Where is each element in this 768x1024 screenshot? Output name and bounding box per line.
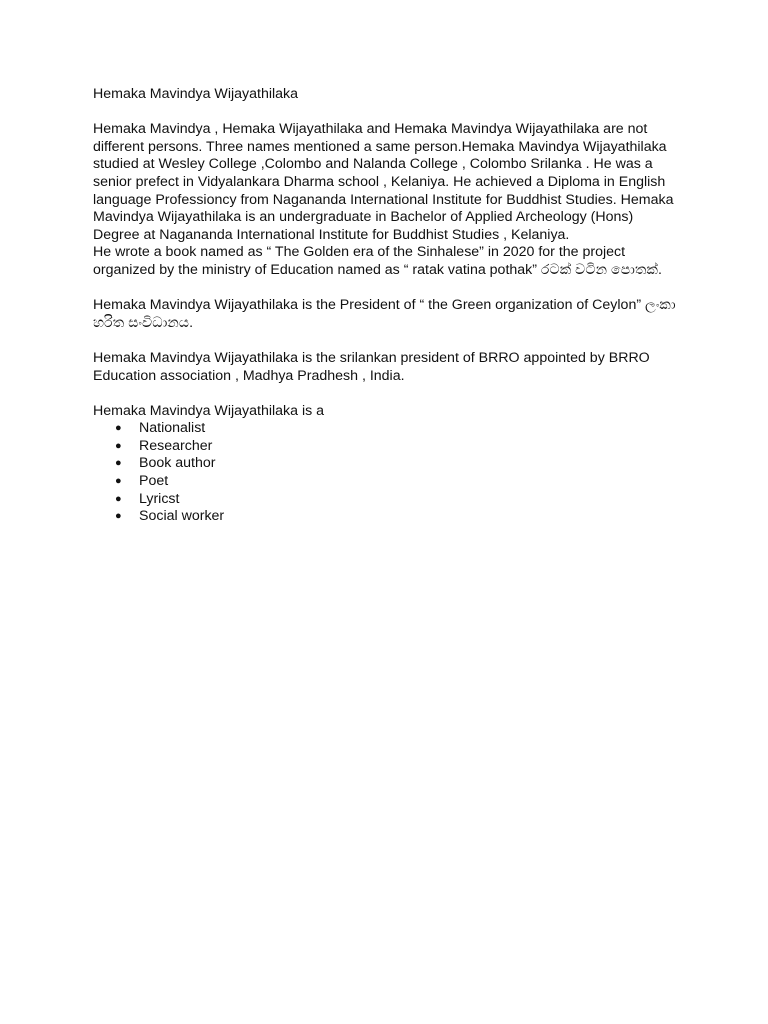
role-item	[93, 438, 683, 456]
role-label: Poet	[139, 473, 169, 490]
biography-paragraph: Hemaka Mavindya , Hemaka Wijayathilaka and Hemaka Mavindya Wijayathilaka are not different persons. Three names mentioned a same person.Hemaka Mavindya Wijayathilaka studied at Wesley College ,Colombo and Nalanda College , Colombo Srilanka . He was a senior prefect in Vidyalankara Dharma school , Kelaniya. He achieved a Diploma in English language Professioncy from Nagananda International Institute for Buddhist Studies. Hemaka Mavindya Wijayathilaka is an undergraduate in Bachelor of Applied Archeology (Hons) Degree at Nagananda International Institute for Buddhist Studies , Kelaniya.	[93, 121, 674, 243]
document-title: Hemaka Mavindya Wijayathilaka	[93, 86, 299, 102]
role-label: Social worker	[139, 508, 225, 525]
role-item	[93, 455, 683, 473]
role-item	[93, 473, 683, 491]
roles-intro: Hemaka Mavindya Wijayathilaka is a	[93, 402, 325, 419]
bullet-icon: ●	[115, 439, 122, 452]
bullet-icon: ●	[115, 492, 122, 505]
role-item	[93, 508, 683, 526]
bullet-icon: ●	[115, 510, 122, 523]
brro-president-paragraph: Hemaka Mavindya Wijayathilaka is the srilankan president of BRRO appointed by BRRO Education association , Madhya Pradhesh , India.	[93, 349, 650, 384]
book-paragraph: He wrote a book named as “ The Golden era of the Sinhalese” in 2020 for the project organized by the ministry of Education named as “ ratak vatina pothak” රටක් වටින පොතක්.	[93, 244, 662, 278]
bullet-icon: ●	[115, 475, 122, 488]
role-item	[93, 420, 683, 438]
bullet-icon: ●	[115, 457, 122, 470]
role-label: Nationalist	[139, 420, 206, 437]
role-label: Lyricst	[139, 490, 180, 507]
roles-list	[93, 420, 683, 526]
role-label: Book author	[139, 455, 216, 472]
bullet-icon: ●	[115, 422, 122, 435]
role-item	[93, 491, 683, 509]
president-green-organization-paragraph: Hemaka Mavindya Wijayathilaka is the President of “ the Green organization of Ceylon” ලංකා හරිත සංවිධානය.	[93, 297, 676, 331]
document-page	[93, 86, 683, 526]
role-label: Researcher	[139, 437, 213, 454]
